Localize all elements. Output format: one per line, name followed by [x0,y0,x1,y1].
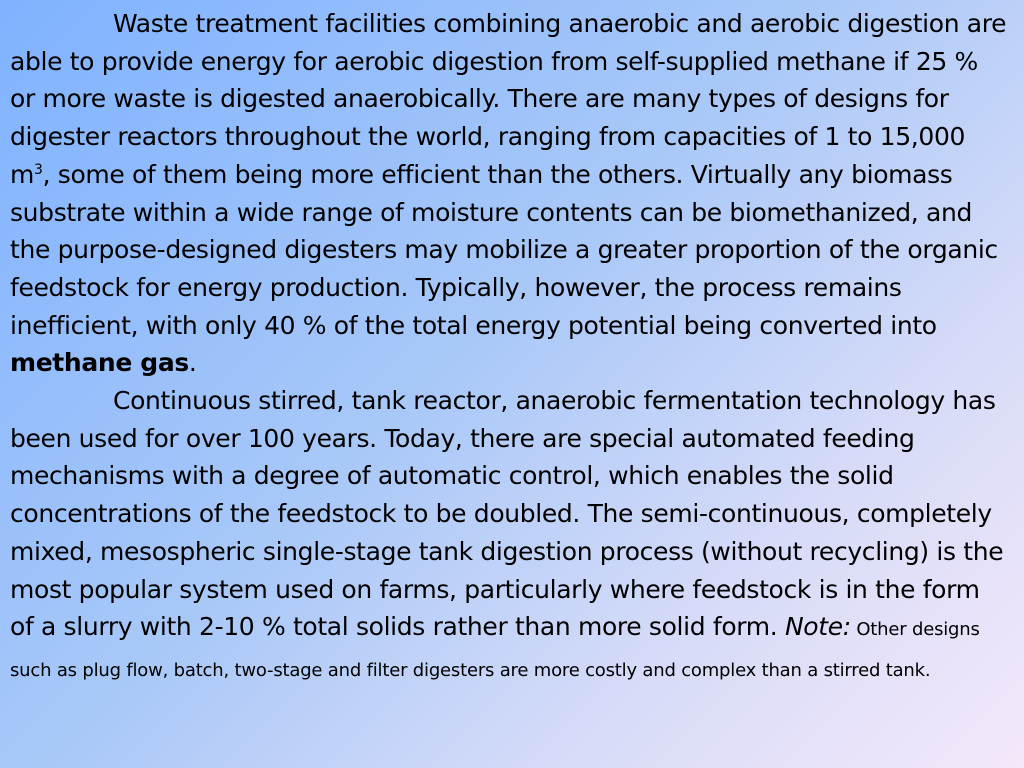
paragraph-1-text-continued: , some of them being more efficient than the others. Virtually any biomass substrate within a wide range of moisture contents can be biomethanized, and the purpose-designed digesters may mobilize a greater proportion of the organic feedstock for energy production. Typically, however, the process remains inefficient, with only 40 % of the total energy potential being converted into [10,159,998,340]
paragraph-2-text: Continuous stirred, tank reactor, anaerobic fermentation technology has been used for over 100 years. Today, there are special automated feeding mechanisms with a degree of automatic control, which enables the solid concentrations of the feedstock to be doubled. The semi-continuous, completely mixed, mesospheric single-stage tank digestion process (without recycling) is the most popular system used on farms, particularly where feedstock is in the form of a slurry with 2-10 % total solids rather than more solid form. [10,386,1004,642]
methane-gas-term: methane gas [10,348,189,378]
paragraph-1-end: . [188,348,197,378]
paragraph-anaerobic-digestion [10,5,1010,382]
cubic-superscript: 3 [34,161,43,178]
note-label: Note: [784,612,851,642]
paragraph-stirred-tank-reactor [10,382,1010,690]
note-text: Other designs such as plug flow, batch, two-stage and filter digesters are more costly and complex than a stirred tank. [10,619,980,681]
paragraph-1-text: Waste treatment facilities combining anaerobic and aerobic digestion are able to provide energy for aerobic digestion from self-supplied methane if 25 % or more waste is digested anaerobically. There are many types of designs for digester reactors throughout the world, ranging from capacities of 1 to 15,000 m [10,9,1007,189]
slide-body [10,5,1010,690]
